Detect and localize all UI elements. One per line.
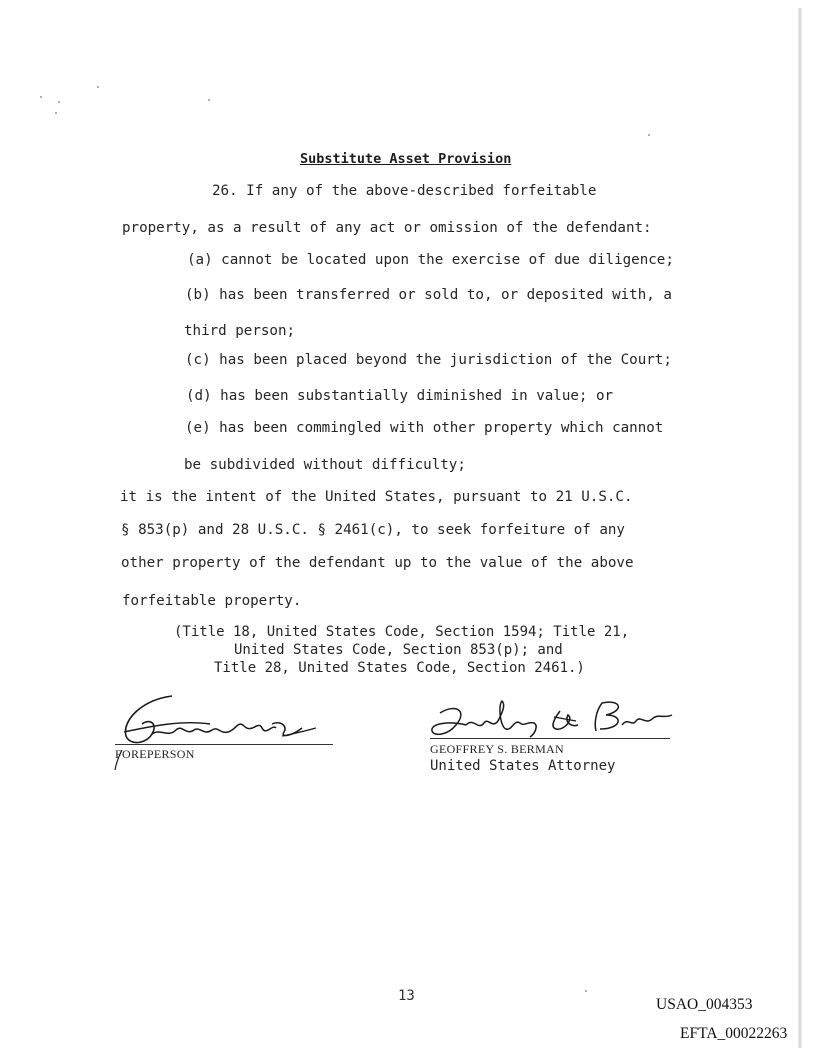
paragraph-line: § 853(p) and 28 U.S.C. § 2461(c), to seek forfeiture of any (121, 522, 625, 538)
attorney-signature-line (430, 738, 670, 739)
list-item-a: (a) cannot be located upon the exercise of due diligence; (187, 252, 674, 268)
attorney-signature (426, 697, 676, 747)
list-item-e: (e) has been commingled with other property which cannot (185, 420, 664, 436)
bates-efta: EFTA_00022263 (680, 1025, 788, 1042)
citation-line: Title 28, United States Code, Section 2461.) (214, 660, 585, 676)
citation-line: (Title 18, United States Code, Section 1594; Title 21, (174, 624, 630, 640)
list-item-d: (d) has been substantially diminished in value; or (186, 388, 614, 404)
attorney-name: GEOFFREY S. BERMAN (430, 742, 564, 756)
page-number: 13 (398, 988, 415, 1004)
scan-speck (55, 112, 57, 114)
scan-speck (40, 96, 42, 98)
foreperson-label: FOREPERSON (115, 747, 195, 761)
bates-usao: USAO_004353 (656, 996, 753, 1013)
scan-speck (648, 134, 650, 136)
paragraph-line: other property of the defendant up to the value of the above (121, 555, 634, 571)
paragraph-line: property, as a result of any act or omission of the defendant: (122, 220, 652, 236)
paragraph-line: forfeitable property. (122, 593, 302, 609)
scan-speck (585, 990, 587, 992)
list-item-b-cont: third person; (184, 323, 296, 339)
scan-speck (58, 101, 60, 103)
section-heading: Substitute Asset Provision (300, 151, 512, 167)
list-item-b: (b) has been transferred or sold to, or deposited with, a (185, 287, 672, 303)
citation-line: United States Code, Section 853(p); and (234, 642, 563, 658)
page-edge-shadow (798, 8, 802, 1048)
paragraph-line: it is the intent of the United States, pursuant to 21 U.S.C. (120, 489, 633, 505)
list-item-c: (c) has been placed beyond the jurisdiction of the Court; (185, 352, 672, 368)
paragraph-line: 26. If any of the above-described forfeitable (212, 183, 597, 199)
scan-speck (208, 99, 210, 101)
attorney-title: United States Attorney (430, 758, 616, 774)
scan-speck (97, 86, 99, 88)
list-item-e-cont: be subdivided without difficulty; (184, 457, 466, 473)
foreperson-signature-line (115, 744, 333, 745)
